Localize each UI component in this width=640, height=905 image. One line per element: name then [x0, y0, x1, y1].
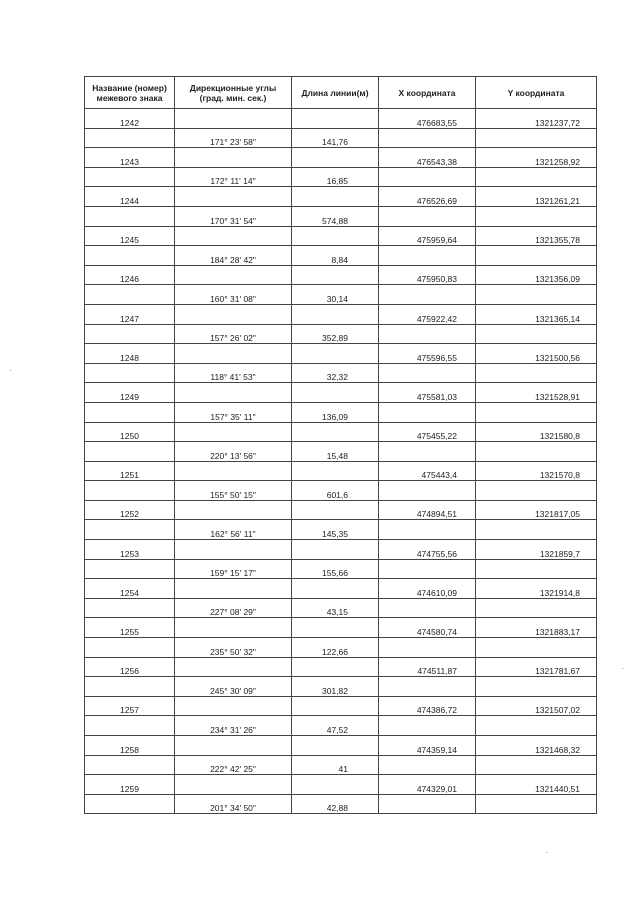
header-x: X координата	[379, 77, 476, 109]
empty-cell	[379, 324, 476, 344]
y-coordinate: 1321440,51	[476, 775, 597, 795]
empty-cell	[175, 736, 292, 756]
point-name: 1248	[85, 344, 175, 364]
empty-cell	[476, 324, 597, 344]
line-length: 8,84	[292, 246, 379, 266]
line-length: 352,89	[292, 324, 379, 344]
empty-cell	[85, 520, 175, 540]
y-coordinate: 1321528,91	[476, 383, 597, 403]
empty-cell	[379, 246, 476, 266]
empty-cell	[476, 206, 597, 226]
x-coordinate: 475443,4	[379, 461, 476, 481]
empty-cell	[292, 187, 379, 207]
point-row	[85, 265, 597, 285]
point-row	[85, 657, 597, 677]
segment-row	[85, 442, 597, 462]
line-length: 136,09	[292, 402, 379, 422]
empty-cell	[379, 559, 476, 579]
empty-cell	[292, 109, 379, 129]
empty-cell	[379, 128, 476, 148]
point-name: 1247	[85, 304, 175, 324]
x-coordinate: 476683,55	[379, 109, 476, 129]
empty-cell	[476, 520, 597, 540]
empty-cell	[175, 618, 292, 638]
empty-cell	[85, 559, 175, 579]
empty-cell	[292, 383, 379, 403]
segment-row	[85, 794, 597, 814]
segment-row	[85, 520, 597, 540]
empty-cell	[292, 265, 379, 285]
empty-cell	[292, 618, 379, 638]
segment-row	[85, 559, 597, 579]
x-coordinate: 475959,64	[379, 226, 476, 246]
empty-cell	[292, 344, 379, 364]
point-name: 1250	[85, 422, 175, 442]
empty-cell	[175, 304, 292, 324]
point-name: 1246	[85, 265, 175, 285]
bearing-angle: 220° 13' 56"	[175, 442, 292, 462]
empty-cell	[292, 736, 379, 756]
x-coordinate: 475455,22	[379, 422, 476, 442]
empty-cell	[476, 598, 597, 618]
x-coordinate: 474894,51	[379, 500, 476, 520]
point-name: 1255	[85, 618, 175, 638]
line-length: 41	[292, 755, 379, 775]
bearing-angle: 234° 31' 26"	[175, 716, 292, 736]
point-name: 1259	[85, 775, 175, 795]
point-name: 1258	[85, 736, 175, 756]
header-name: Название (номер) межевого знака	[85, 77, 175, 109]
point-name: 1249	[85, 383, 175, 403]
point-row	[85, 304, 597, 324]
empty-cell	[379, 402, 476, 422]
bearing-angle: 222° 42' 25"	[175, 755, 292, 775]
point-row	[85, 775, 597, 795]
point-row	[85, 109, 597, 129]
point-name: 1244	[85, 187, 175, 207]
bearing-angle: 159° 15' 17"	[175, 559, 292, 579]
empty-cell	[292, 304, 379, 324]
x-coordinate: 475922,42	[379, 304, 476, 324]
x-coordinate: 475950,83	[379, 265, 476, 285]
empty-cell	[292, 657, 379, 677]
empty-cell	[175, 109, 292, 129]
y-coordinate: 1321355,78	[476, 226, 597, 246]
bearing-angle: 162° 56' 11"	[175, 520, 292, 540]
line-length: 15,48	[292, 442, 379, 462]
point-name: 1242	[85, 109, 175, 129]
point-row	[85, 344, 597, 364]
point-name: 1252	[85, 500, 175, 520]
point-name: 1253	[85, 540, 175, 560]
bearing-angle: 245° 30' 09"	[175, 677, 292, 697]
empty-cell	[85, 246, 175, 266]
empty-cell	[85, 755, 175, 775]
point-row	[85, 540, 597, 560]
empty-cell	[379, 442, 476, 462]
empty-cell	[85, 638, 175, 658]
segment-row	[85, 481, 597, 501]
empty-cell	[476, 402, 597, 422]
y-coordinate: 1321507,02	[476, 696, 597, 716]
point-name: 1243	[85, 148, 175, 168]
segment-row	[85, 677, 597, 697]
empty-cell	[85, 402, 175, 422]
header-angle: Дирекционные углы (град. мин. сек.)	[175, 77, 292, 109]
x-coordinate: 474359,14	[379, 736, 476, 756]
point-row	[85, 187, 597, 207]
point-row	[85, 579, 597, 599]
y-coordinate: 1321580,8	[476, 422, 597, 442]
x-coordinate: 474329,01	[379, 775, 476, 795]
bearing-angle: 118° 41' 53"	[175, 363, 292, 383]
line-length: 30,14	[292, 285, 379, 305]
x-coordinate: 474386,72	[379, 696, 476, 716]
segment-row	[85, 755, 597, 775]
x-coordinate: 475596,55	[379, 344, 476, 364]
segment-row	[85, 324, 597, 344]
empty-cell	[379, 520, 476, 540]
empty-cell	[476, 677, 597, 697]
empty-cell	[175, 226, 292, 246]
empty-cell	[292, 540, 379, 560]
empty-cell	[379, 716, 476, 736]
point-row	[85, 422, 597, 442]
empty-cell	[379, 677, 476, 697]
point-row	[85, 696, 597, 716]
point-row	[85, 461, 597, 481]
empty-cell	[292, 148, 379, 168]
empty-cell	[85, 285, 175, 305]
empty-cell	[292, 422, 379, 442]
empty-cell	[292, 461, 379, 481]
header-y: Y координата	[476, 77, 597, 109]
y-coordinate: 1321500,56	[476, 344, 597, 364]
bearing-angle: 160° 31' 08"	[175, 285, 292, 305]
empty-cell	[476, 167, 597, 187]
empty-cell	[85, 442, 175, 462]
empty-cell	[175, 187, 292, 207]
segment-row	[85, 638, 597, 658]
x-coordinate: 476526,69	[379, 187, 476, 207]
empty-cell	[175, 461, 292, 481]
empty-cell	[379, 755, 476, 775]
empty-cell	[292, 775, 379, 795]
x-coordinate: 474610,09	[379, 579, 476, 599]
header-length: Длина линии(м)	[292, 77, 379, 109]
empty-cell	[476, 128, 597, 148]
table-body	[85, 109, 597, 814]
empty-cell	[379, 206, 476, 226]
bearing-angle: 171° 23' 58"	[175, 128, 292, 148]
line-length: 32,32	[292, 363, 379, 383]
empty-cell	[476, 246, 597, 266]
empty-cell	[85, 598, 175, 618]
segment-row	[85, 716, 597, 736]
line-length: 301,82	[292, 677, 379, 697]
line-length: 16,85	[292, 167, 379, 187]
empty-cell	[175, 422, 292, 442]
point-row	[85, 226, 597, 246]
empty-cell	[85, 324, 175, 344]
empty-cell	[292, 500, 379, 520]
empty-cell	[85, 481, 175, 501]
empty-cell	[175, 540, 292, 560]
empty-cell	[379, 481, 476, 501]
empty-cell	[175, 579, 292, 599]
y-coordinate: 1321859,7	[476, 540, 597, 560]
empty-cell	[85, 716, 175, 736]
point-row	[85, 148, 597, 168]
empty-cell	[85, 206, 175, 226]
empty-cell	[476, 559, 597, 579]
empty-cell	[85, 363, 175, 383]
empty-cell	[175, 696, 292, 716]
y-coordinate: 1321356,09	[476, 265, 597, 285]
empty-cell	[292, 696, 379, 716]
bearing-angle: 235° 50' 32"	[175, 638, 292, 658]
empty-cell	[85, 794, 175, 814]
empty-cell	[379, 638, 476, 658]
y-coordinate: 1321468,32	[476, 736, 597, 756]
y-coordinate: 1321914,8	[476, 579, 597, 599]
empty-cell	[476, 285, 597, 305]
scan-speck	[10, 370, 11, 371]
empty-cell	[85, 677, 175, 697]
point-name: 1245	[85, 226, 175, 246]
bearing-angle: 172° 11' 14"	[175, 167, 292, 187]
y-coordinate: 1321258,92	[476, 148, 597, 168]
bearing-angle: 227° 08' 29"	[175, 598, 292, 618]
empty-cell	[175, 383, 292, 403]
scan-speck	[622, 668, 623, 669]
bearing-angle: 157° 26' 02"	[175, 324, 292, 344]
y-coordinate: 1321883,17	[476, 618, 597, 638]
y-coordinate: 1321237,72	[476, 109, 597, 129]
bearing-angle: 201° 34' 50"	[175, 794, 292, 814]
segment-row	[85, 598, 597, 618]
empty-cell	[175, 265, 292, 285]
x-coordinate: 476543,38	[379, 148, 476, 168]
point-name: 1257	[85, 696, 175, 716]
bearing-angle: 184° 28' 42"	[175, 246, 292, 266]
empty-cell	[476, 363, 597, 383]
y-coordinate: 1321365,14	[476, 304, 597, 324]
bearing-angle: 170° 31' 54"	[175, 206, 292, 226]
empty-cell	[379, 167, 476, 187]
empty-cell	[85, 167, 175, 187]
scan-speck	[546, 852, 547, 853]
empty-cell	[379, 363, 476, 383]
empty-cell	[476, 755, 597, 775]
line-length: 574,88	[292, 206, 379, 226]
empty-cell	[379, 598, 476, 618]
point-name: 1256	[85, 657, 175, 677]
line-length: 141,76	[292, 128, 379, 148]
y-coordinate: 1321781,67	[476, 657, 597, 677]
segment-row	[85, 128, 597, 148]
segment-row	[85, 402, 597, 422]
line-length: 42,88	[292, 794, 379, 814]
point-row	[85, 383, 597, 403]
line-length: 155,66	[292, 559, 379, 579]
point-row	[85, 618, 597, 638]
empty-cell	[476, 638, 597, 658]
x-coordinate: 475581,03	[379, 383, 476, 403]
empty-cell	[175, 775, 292, 795]
empty-cell	[85, 128, 175, 148]
point-row	[85, 500, 597, 520]
segment-row	[85, 206, 597, 226]
bearing-angle: 155° 50' 15"	[175, 481, 292, 501]
segment-row	[85, 285, 597, 305]
empty-cell	[175, 657, 292, 677]
segment-row	[85, 363, 597, 383]
point-name: 1251	[85, 461, 175, 481]
y-coordinate: 1321261,21	[476, 187, 597, 207]
segment-row	[85, 246, 597, 266]
empty-cell	[476, 481, 597, 501]
line-length: 145,35	[292, 520, 379, 540]
table-header-row	[85, 77, 597, 109]
line-length: 601,6	[292, 481, 379, 501]
bearing-angle: 157° 35' 11"	[175, 402, 292, 422]
empty-cell	[292, 226, 379, 246]
empty-cell	[379, 285, 476, 305]
line-length: 47,52	[292, 716, 379, 736]
x-coordinate: 474511,87	[379, 657, 476, 677]
empty-cell	[175, 500, 292, 520]
point-name: 1254	[85, 579, 175, 599]
empty-cell	[292, 579, 379, 599]
y-coordinate: 1321570,8	[476, 461, 597, 481]
empty-cell	[175, 148, 292, 168]
empty-cell	[379, 794, 476, 814]
x-coordinate: 474580,74	[379, 618, 476, 638]
x-coordinate: 474755,56	[379, 540, 476, 560]
line-length: 43,15	[292, 598, 379, 618]
y-coordinate: 1321817,05	[476, 500, 597, 520]
segment-row	[85, 167, 597, 187]
empty-cell	[175, 344, 292, 364]
coordinates-table	[84, 76, 597, 814]
empty-cell	[476, 794, 597, 814]
empty-cell	[476, 442, 597, 462]
point-row	[85, 736, 597, 756]
empty-cell	[476, 716, 597, 736]
line-length: 122,66	[292, 638, 379, 658]
